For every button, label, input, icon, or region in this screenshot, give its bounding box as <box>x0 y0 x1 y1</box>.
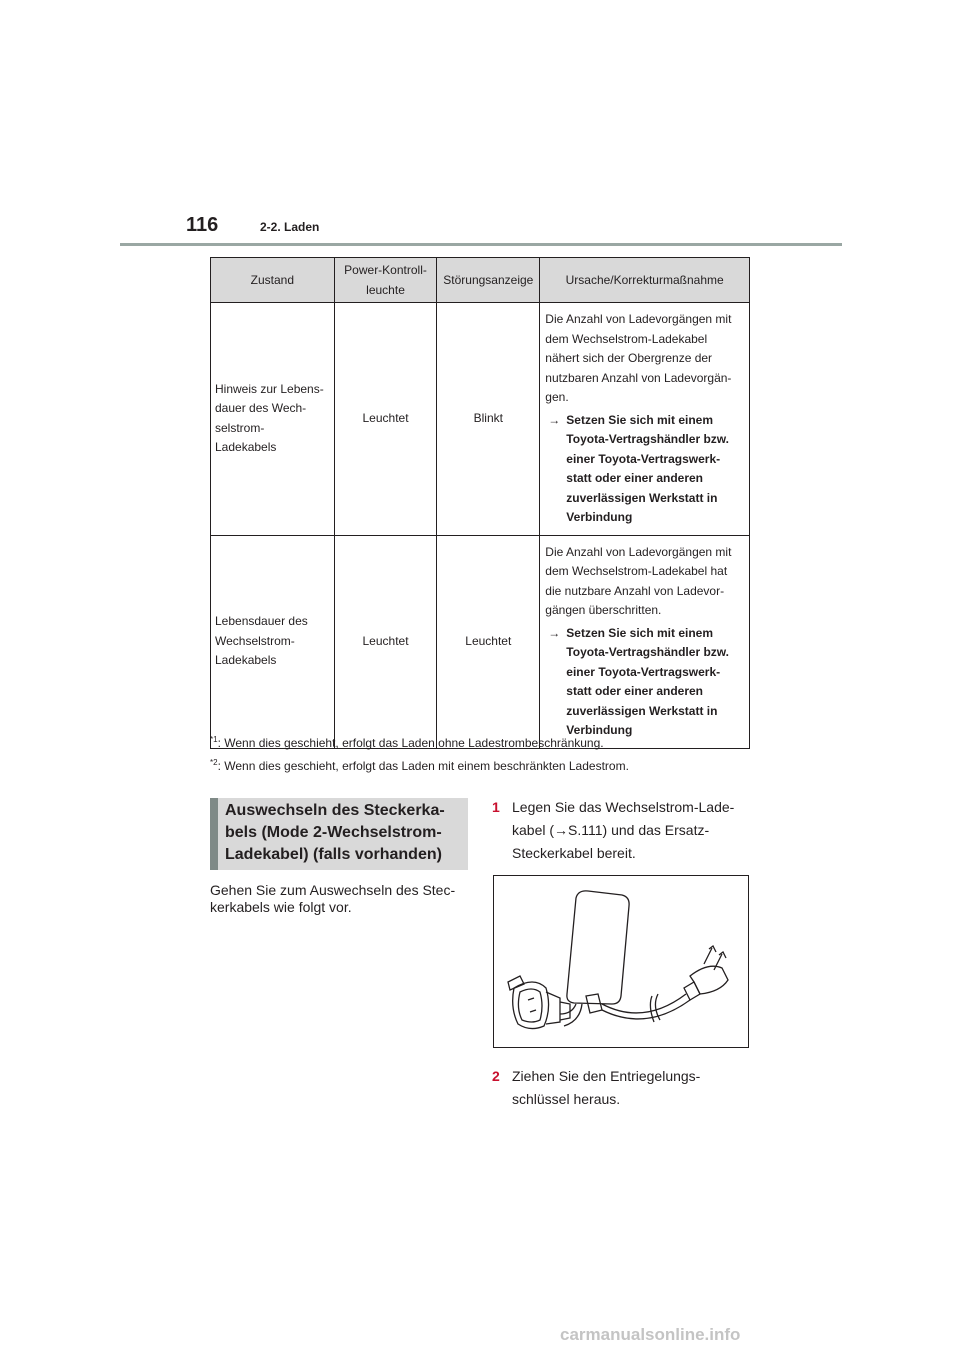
cable-illustration <box>493 875 749 1048</box>
cell-power-lamp: Leuchtet <box>334 303 437 536</box>
section-heading: Auswechseln des Steckerka- bels (Mode 2-Wechselstrom- Ladekabel) (falls vorhanden) <box>225 802 445 863</box>
step-text: Ziehen Sie den Entriegelungs- schlüssel heraus. <box>512 1068 701 1107</box>
cause-text: Die Anzahl von Ladevorgängen mit dem Wechselstrom-Ladekabel nähert sich der Obergrenze der nutzbaren Anzahl von Ladevorgän- gen. <box>545 312 732 404</box>
footnote-mark: *2 <box>210 758 218 767</box>
table-row <box>211 303 750 536</box>
charging-cable-drawing <box>494 876 748 1047</box>
step-2 <box>492 1065 748 1111</box>
footnote-mark: *1 <box>210 735 218 744</box>
heading-accent-bar <box>210 798 218 870</box>
column-header-zustand: Zustand <box>211 258 335 303</box>
section-label: 2-2. Laden <box>260 220 320 234</box>
section-intro: Gehen Sie zum Auswechseln des Stec- kerkabels wie folgt vor. <box>210 882 456 915</box>
arrow-icon: → <box>548 625 561 640</box>
cell-zustand: Lebensdauer des Wechselstrom- Ladekabels <box>211 535 335 748</box>
cell-cause-action <box>540 535 750 748</box>
arrow-icon: → <box>548 412 561 427</box>
table-header-row <box>211 258 750 303</box>
step-number: 1 <box>492 799 500 815</box>
footnote-2 <box>210 758 629 773</box>
cell-fault-indicator: Leuchtet <box>437 535 540 748</box>
page-number: 116 <box>186 214 219 236</box>
column-header-power-lamp: Power-Kontroll- leuchte <box>334 258 437 303</box>
step-text: Legen Sie das Wechselstrom-Lade- kabel (→S.111) und das Ersatz- Steckerkabel bereit. <box>512 799 735 861</box>
status-table <box>210 257 750 749</box>
step-number: 2 <box>492 1068 500 1084</box>
table-row <box>211 535 750 748</box>
step-1 <box>492 796 748 865</box>
cell-zustand: Hinweis zur Lebens- dauer des Wech- selstrom- Ladekabels <box>211 303 335 536</box>
cell-cause-action <box>540 303 750 536</box>
action-text: Setzen Sie sich mit einem Toyota-Vertragshändler bzw. einer Toyota-Vertragswerk- statt oder einer anderen zuverlässigen Werkstatt in Verbindung <box>566 625 729 737</box>
footnote-text: : Wenn dies geschieht, erfolgt das Laden ohne Ladestrombeschränkung. <box>217 736 604 750</box>
section-heading-box <box>210 798 468 870</box>
cause-text: Die Anzahl von Ladevorgängen mit dem Wechselstrom-Ladekabel hat die nutzbare Anzahl von Ladevor- gängen überschritten. <box>545 544 732 617</box>
cell-power-lamp: Leuchtet <box>334 535 437 748</box>
footnote-text: : Wenn dies geschieht, erfolgt das Laden mit einem beschränkten Ladestrom. <box>217 759 629 773</box>
cell-fault-indicator: Blinkt <box>437 303 540 536</box>
column-header-fault-indicator: Störungsanzeige <box>437 258 540 303</box>
action-text: Setzen Sie sich mit einem Toyota-Vertragshändler bzw. einer Toyota-Vertragswerk- statt oder einer anderen zuverlässigen Werkstatt in Verbindung <box>566 412 729 524</box>
column-header-cause-action: Ursache/Korrekturmaßnahme <box>540 258 750 303</box>
watermark: carmanualsonline.info <box>560 1325 741 1344</box>
header-rule <box>120 243 842 246</box>
footnote-1 <box>210 735 604 750</box>
